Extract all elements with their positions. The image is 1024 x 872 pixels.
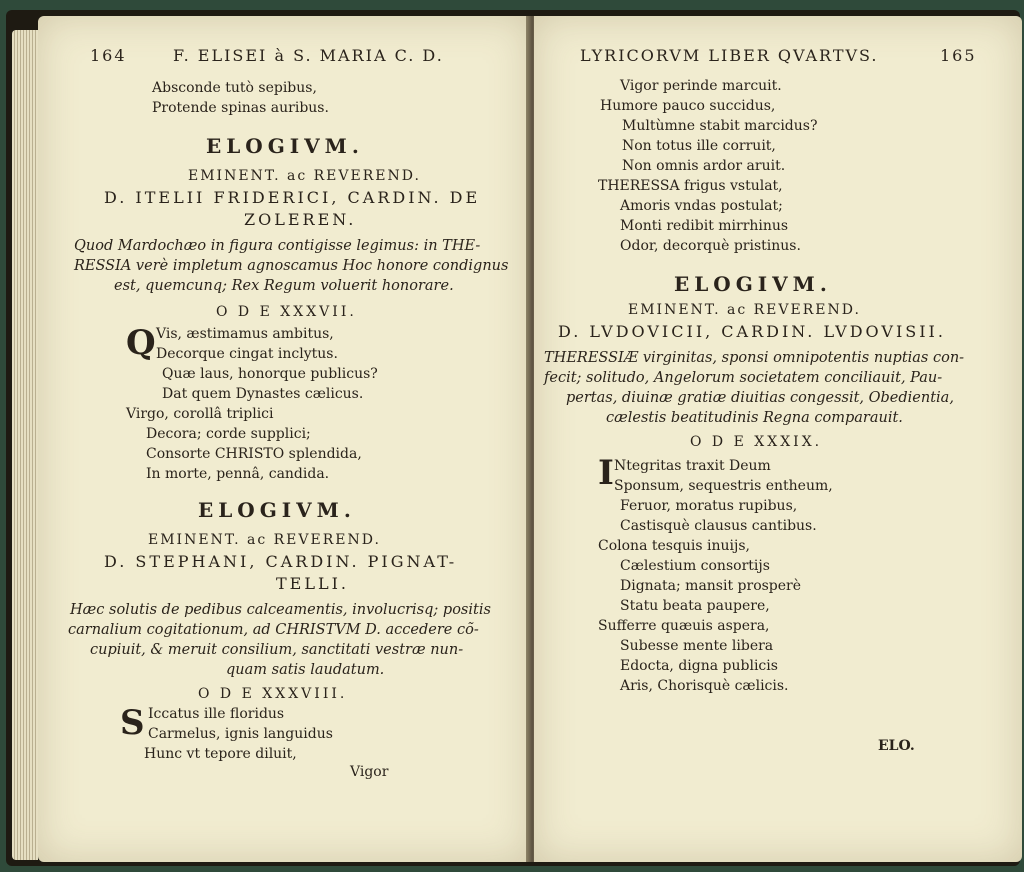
- verse-line: Virgo, corollâ triplici: [126, 406, 274, 422]
- verse-line: Amoris vndas postulat;: [620, 198, 783, 214]
- elogium-prose: THERESSIÆ virginitas, sponsi omnipotentis nuptias con-: [544, 350, 965, 366]
- cardinal-name: D. STEPHANI, CARDIN. PIGNAT-: [104, 552, 458, 571]
- verse-line: Decorque cingat inclytus.: [156, 346, 338, 362]
- page-number: 165: [940, 46, 977, 65]
- verse-line: THERESSA frigus vstulat,: [598, 178, 783, 194]
- verse-line: Statu beata paupere,: [620, 598, 770, 614]
- elogium-prose: cælestis beatitudinis Regna comparauit.: [606, 410, 903, 426]
- elogium-title: ELOGIVM.: [206, 134, 364, 158]
- eminent-line: EMINENT. ac REVEREND.: [628, 302, 861, 318]
- verse-line: Decora; corde supplici;: [146, 426, 311, 442]
- verse-line: Edocta, digna publicis: [620, 658, 778, 674]
- verse-line: Multùmne stabit marcidus?: [622, 118, 818, 134]
- verse-line: Absconde tutò sepibus,: [152, 80, 317, 96]
- verse-line: Protende spinas auribus.: [152, 100, 329, 116]
- verse-line: Non totus ille corruit,: [622, 138, 776, 154]
- verse-line: Aris, Chorisquè cælicis.: [620, 678, 789, 694]
- drop-cap: I: [598, 453, 614, 493]
- eminent-line: EMINENT. ac REVEREND.: [148, 532, 381, 548]
- verse-line: Sufferre quæuis aspera,: [598, 618, 770, 634]
- elogium-prose: quam satis laudatum.: [226, 662, 385, 678]
- right-page: [534, 16, 1022, 862]
- ode-heading: O D E XXXVIII.: [198, 686, 348, 702]
- eminent-line: EMINENT. ac REVEREND.: [188, 168, 421, 184]
- verse-line: Monti redibit mirrhinus: [620, 218, 789, 234]
- page-number: 164: [90, 46, 127, 65]
- elogium-prose: carnalium cogitationum, ad CHRISTVM D. accedere cõ-: [68, 622, 479, 638]
- elogium-prose: pertas, diuinæ gratiæ diuitias congessit, Obedientia,: [566, 390, 954, 406]
- verse-line: Vigor perinde marcuit.: [620, 78, 782, 94]
- cardinal-name: TELLI.: [276, 574, 350, 593]
- cardinal-name: D. ITELII FRIDERICI, CARDIN. DE: [104, 188, 481, 207]
- left-page: [38, 16, 530, 862]
- verse-line: Iccatus ille floridus: [148, 706, 285, 722]
- verse-line: Dignata; mansit prosperè: [620, 578, 802, 594]
- verse-line: Dat quem Dynastes cælicus.: [162, 386, 364, 402]
- verse-line: Odor, decorquè pristinus.: [620, 238, 801, 254]
- verse-line: Cælestium consortijs: [620, 558, 770, 574]
- drop-cap: S: [120, 703, 145, 743]
- cardinal-name: D. LVDOVICII, CARDIN. LVDOVISII.: [558, 322, 946, 341]
- ode-heading: O D E XXXIX.: [690, 434, 823, 450]
- elogium-prose: fecit; solitudo, Angelorum societatem conciliauit, Pau-: [544, 370, 943, 386]
- verse-line: Hunc vt tepore diluit,: [144, 746, 297, 762]
- elogium-prose: est, quemcunq; Rex Regum voluerit honorare.: [114, 278, 454, 294]
- verse-line: Sponsum, sequestris entheum,: [614, 478, 833, 494]
- verse-line: Ntegritas traxit Deum: [614, 458, 771, 474]
- verse-line: Carmelus, ignis languidus: [148, 726, 333, 742]
- verse-line: Non omnis ardor aruit.: [622, 158, 786, 174]
- running-head: LYRICORVM LIBER QVARTVS.: [580, 46, 879, 65]
- verse-line: Feruor, moratus rupibus,: [620, 498, 798, 514]
- verse-line: In morte, pennâ, candida.: [146, 466, 330, 482]
- elogium-title: ELOGIVM.: [198, 498, 356, 522]
- cardinal-name: ZOLEREN.: [244, 210, 357, 229]
- verse-line: Colona tesquis inuijs,: [598, 538, 751, 554]
- verse-line: Subesse mente libera: [620, 638, 774, 654]
- verse-line: Vis, æstimamus ambitus,: [156, 326, 334, 342]
- catchword: ELO.: [878, 738, 915, 754]
- elogium-prose: cupiuit, & meruit consilium, sanctitati vestræ nun-: [90, 642, 464, 658]
- verse-line: Consorte CHRISTO splendida,: [146, 446, 362, 462]
- elogium-title: ELOGIVM.: [674, 272, 832, 296]
- ode-heading: O D E XXXVII.: [216, 304, 357, 320]
- elogium-prose: Quod Mardochæo in figura contigisse legimus: in THE-: [74, 238, 481, 254]
- drop-cap: Q: [126, 323, 156, 363]
- elogium-prose: RESSIA verè impletum agnoscamus Hoc honore condignus: [74, 258, 509, 274]
- catchword: Vigor: [350, 764, 389, 780]
- verse-line: Castisquè clausus cantibus.: [620, 518, 817, 534]
- running-head: F. ELISEI à S. MARIA C. D.: [173, 46, 444, 65]
- elogium-prose: Hæc solutis de pedibus calceamentis, involucrisq; positis: [70, 602, 491, 618]
- page-edges: [12, 30, 38, 860]
- verse-line: Humore pauco succidus,: [600, 98, 776, 114]
- verse-line: Quæ laus, honorque publicus?: [162, 366, 378, 382]
